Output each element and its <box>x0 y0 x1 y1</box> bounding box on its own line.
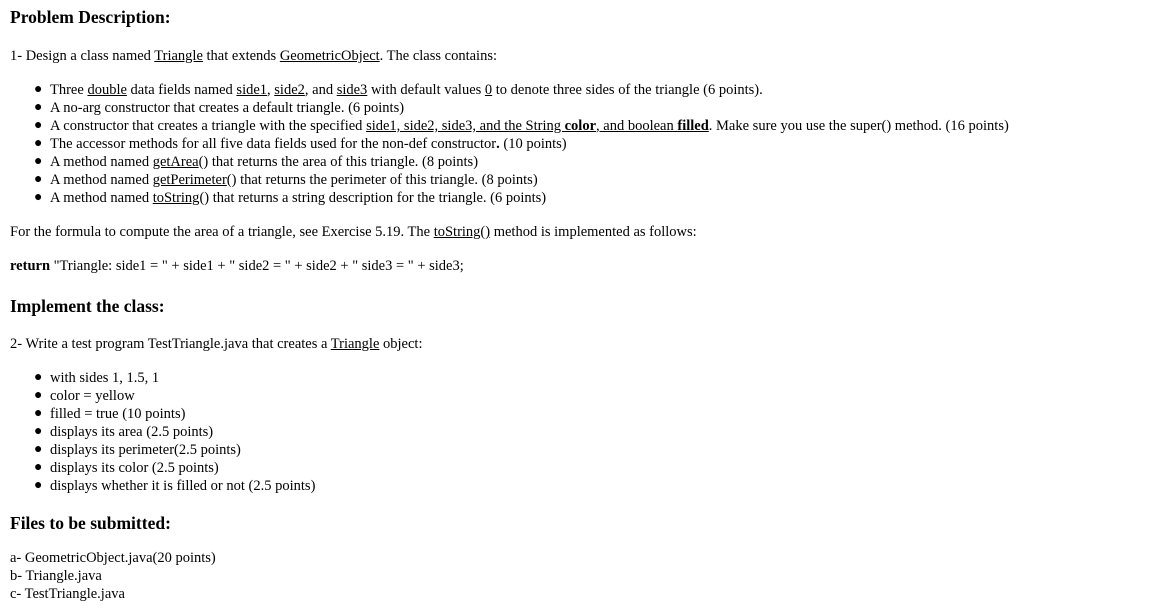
bullet-icon: ● <box>34 82 43 97</box>
implement-heading: Implement the class: <box>10 296 165 316</box>
test-intro-text: 2- Write a test program TestTriangle.java that creates a <box>10 336 331 352</box>
formula-paragraph <box>10 223 697 241</box>
formula-underlined: toString() <box>433 224 491 240</box>
requirement-text: , <box>267 82 275 98</box>
list-item <box>34 135 1168 153</box>
requirement-text: A constructor that creates a triangle with the specified <box>50 118 367 134</box>
requirement-bold-underlined: color <box>564 118 597 134</box>
list-item <box>34 153 1168 171</box>
test-item-text: displays its color (2.5 points) <box>50 460 219 476</box>
requirement-text: () that returns the perimeter of this triangle. (8 points) <box>226 172 538 188</box>
requirement-text: The accessor methods for all five data fields used for the non-def constructor <box>50 136 497 152</box>
test-item-text: displays whether it is filled or not (2.5 points) <box>50 478 316 494</box>
intro-suffix: . The class contains: <box>379 48 497 64</box>
requirement-text: (10 points) <box>499 136 567 152</box>
intro-parent-class: GeometricObject <box>279 48 380 64</box>
list-item <box>34 117 1168 135</box>
file-item: c- TestTriangle.java <box>10 586 125 602</box>
bullet-icon: ● <box>34 406 43 421</box>
test-intro-paragraph <box>10 335 423 353</box>
files-heading: Files to be submitted: <box>10 513 171 533</box>
test-item-text: with sides 1, 1.5, 1 <box>50 370 160 386</box>
requirement-text: Three <box>50 82 88 98</box>
requirement-text: A method named <box>50 190 153 206</box>
requirement-bold-underlined: filled <box>677 118 709 134</box>
bullet-icon: ● <box>34 136 43 151</box>
bullet-icon: ● <box>34 154 43 169</box>
bullet-icon: ● <box>34 424 43 439</box>
requirement-text: A method named <box>50 154 153 170</box>
class-requirements-list <box>10 81 1168 207</box>
list-item <box>34 99 1168 117</box>
files-list <box>10 549 216 603</box>
requirement-underlined: double <box>87 82 127 98</box>
bullet-icon: ● <box>34 370 43 385</box>
list-item <box>34 441 315 459</box>
return-expression: "Triangle: side1 = " + side1 + " side2 = " + side2 + " side3 = " + side3; <box>50 258 464 274</box>
test-intro-class-name: Triangle <box>330 336 380 352</box>
requirement-underlined: side3 <box>336 82 368 98</box>
test-item-text: displays its area (2.5 points) <box>50 424 214 440</box>
requirement-text: () that returns the area of this triangle. (8 points) <box>198 154 479 170</box>
list-item <box>34 423 315 441</box>
bullet-icon: ● <box>34 100 43 115</box>
bullet-icon: ● <box>34 190 43 205</box>
bullet-icon: ● <box>34 478 43 493</box>
requirement-underlined: toString <box>152 190 200 206</box>
list-item <box>34 171 1168 189</box>
return-keyword: return <box>10 258 51 274</box>
return-code-line <box>10 257 464 275</box>
test-item-text: filled = true (10 points) <box>50 406 186 422</box>
requirement-underlined: 0 <box>484 82 493 98</box>
list-item <box>34 477 316 495</box>
problem-description-heading: Problem Description: <box>10 7 171 27</box>
requirement-underlined: , and boolean <box>596 118 678 134</box>
list-item <box>34 459 315 477</box>
requirement-underlined: side2 <box>274 82 305 98</box>
formula-text: For the formula to compute the area of a triangle, see Exercise 5.19. The <box>10 224 434 240</box>
requirement-text: with default values <box>367 82 485 98</box>
intro-class-name: Triangle <box>154 48 203 64</box>
intro-prefix: 1- Design a class named <box>10 48 155 64</box>
formula-text: method is implemented as follows: <box>490 224 697 240</box>
requirement-text: . Make sure you use the super() method. (16 points) <box>708 118 1009 134</box>
test-item-text: displays its perimeter(2.5 points) <box>50 442 241 458</box>
intro-middle: that extends <box>202 48 280 64</box>
requirement-bold: . <box>496 136 500 152</box>
list-item <box>34 405 315 423</box>
requirement-text: , and <box>304 82 337 98</box>
list-item <box>34 189 1168 207</box>
test-intro-text: object: <box>379 336 423 352</box>
bullet-icon: ● <box>34 460 43 475</box>
file-item: b- Triangle.java <box>10 568 102 584</box>
test-requirements-list <box>10 369 315 495</box>
bullet-icon: ● <box>34 172 43 187</box>
bullet-icon: ● <box>34 442 43 457</box>
requirement-underlined: side1, side2, side3, and the String <box>366 118 565 134</box>
requirement-text: to denote three sides of the triangle (6 points). <box>492 82 763 98</box>
requirement-text: () that returns a string description for the triangle. (6 points) <box>199 190 547 206</box>
requirement-text: A no-arg constructor that creates a default triangle. (6 points) <box>50 100 405 116</box>
list-item <box>34 387 315 405</box>
test-item-text: color = yellow <box>50 388 135 404</box>
requirement-underlined: getArea <box>152 154 199 170</box>
list-item <box>34 369 315 387</box>
list-item <box>34 81 1168 99</box>
requirement-text: data fields named <box>126 82 237 98</box>
requirement-underlined: getPerimeter <box>152 172 227 188</box>
bullet-icon: ● <box>34 118 43 133</box>
intro-paragraph <box>10 47 497 65</box>
requirement-underlined: side1 <box>236 82 268 98</box>
file-item: a- GeometricObject.java(20 points) <box>10 550 216 566</box>
requirement-text: A method named <box>50 172 153 188</box>
bullet-icon: ● <box>34 388 43 403</box>
